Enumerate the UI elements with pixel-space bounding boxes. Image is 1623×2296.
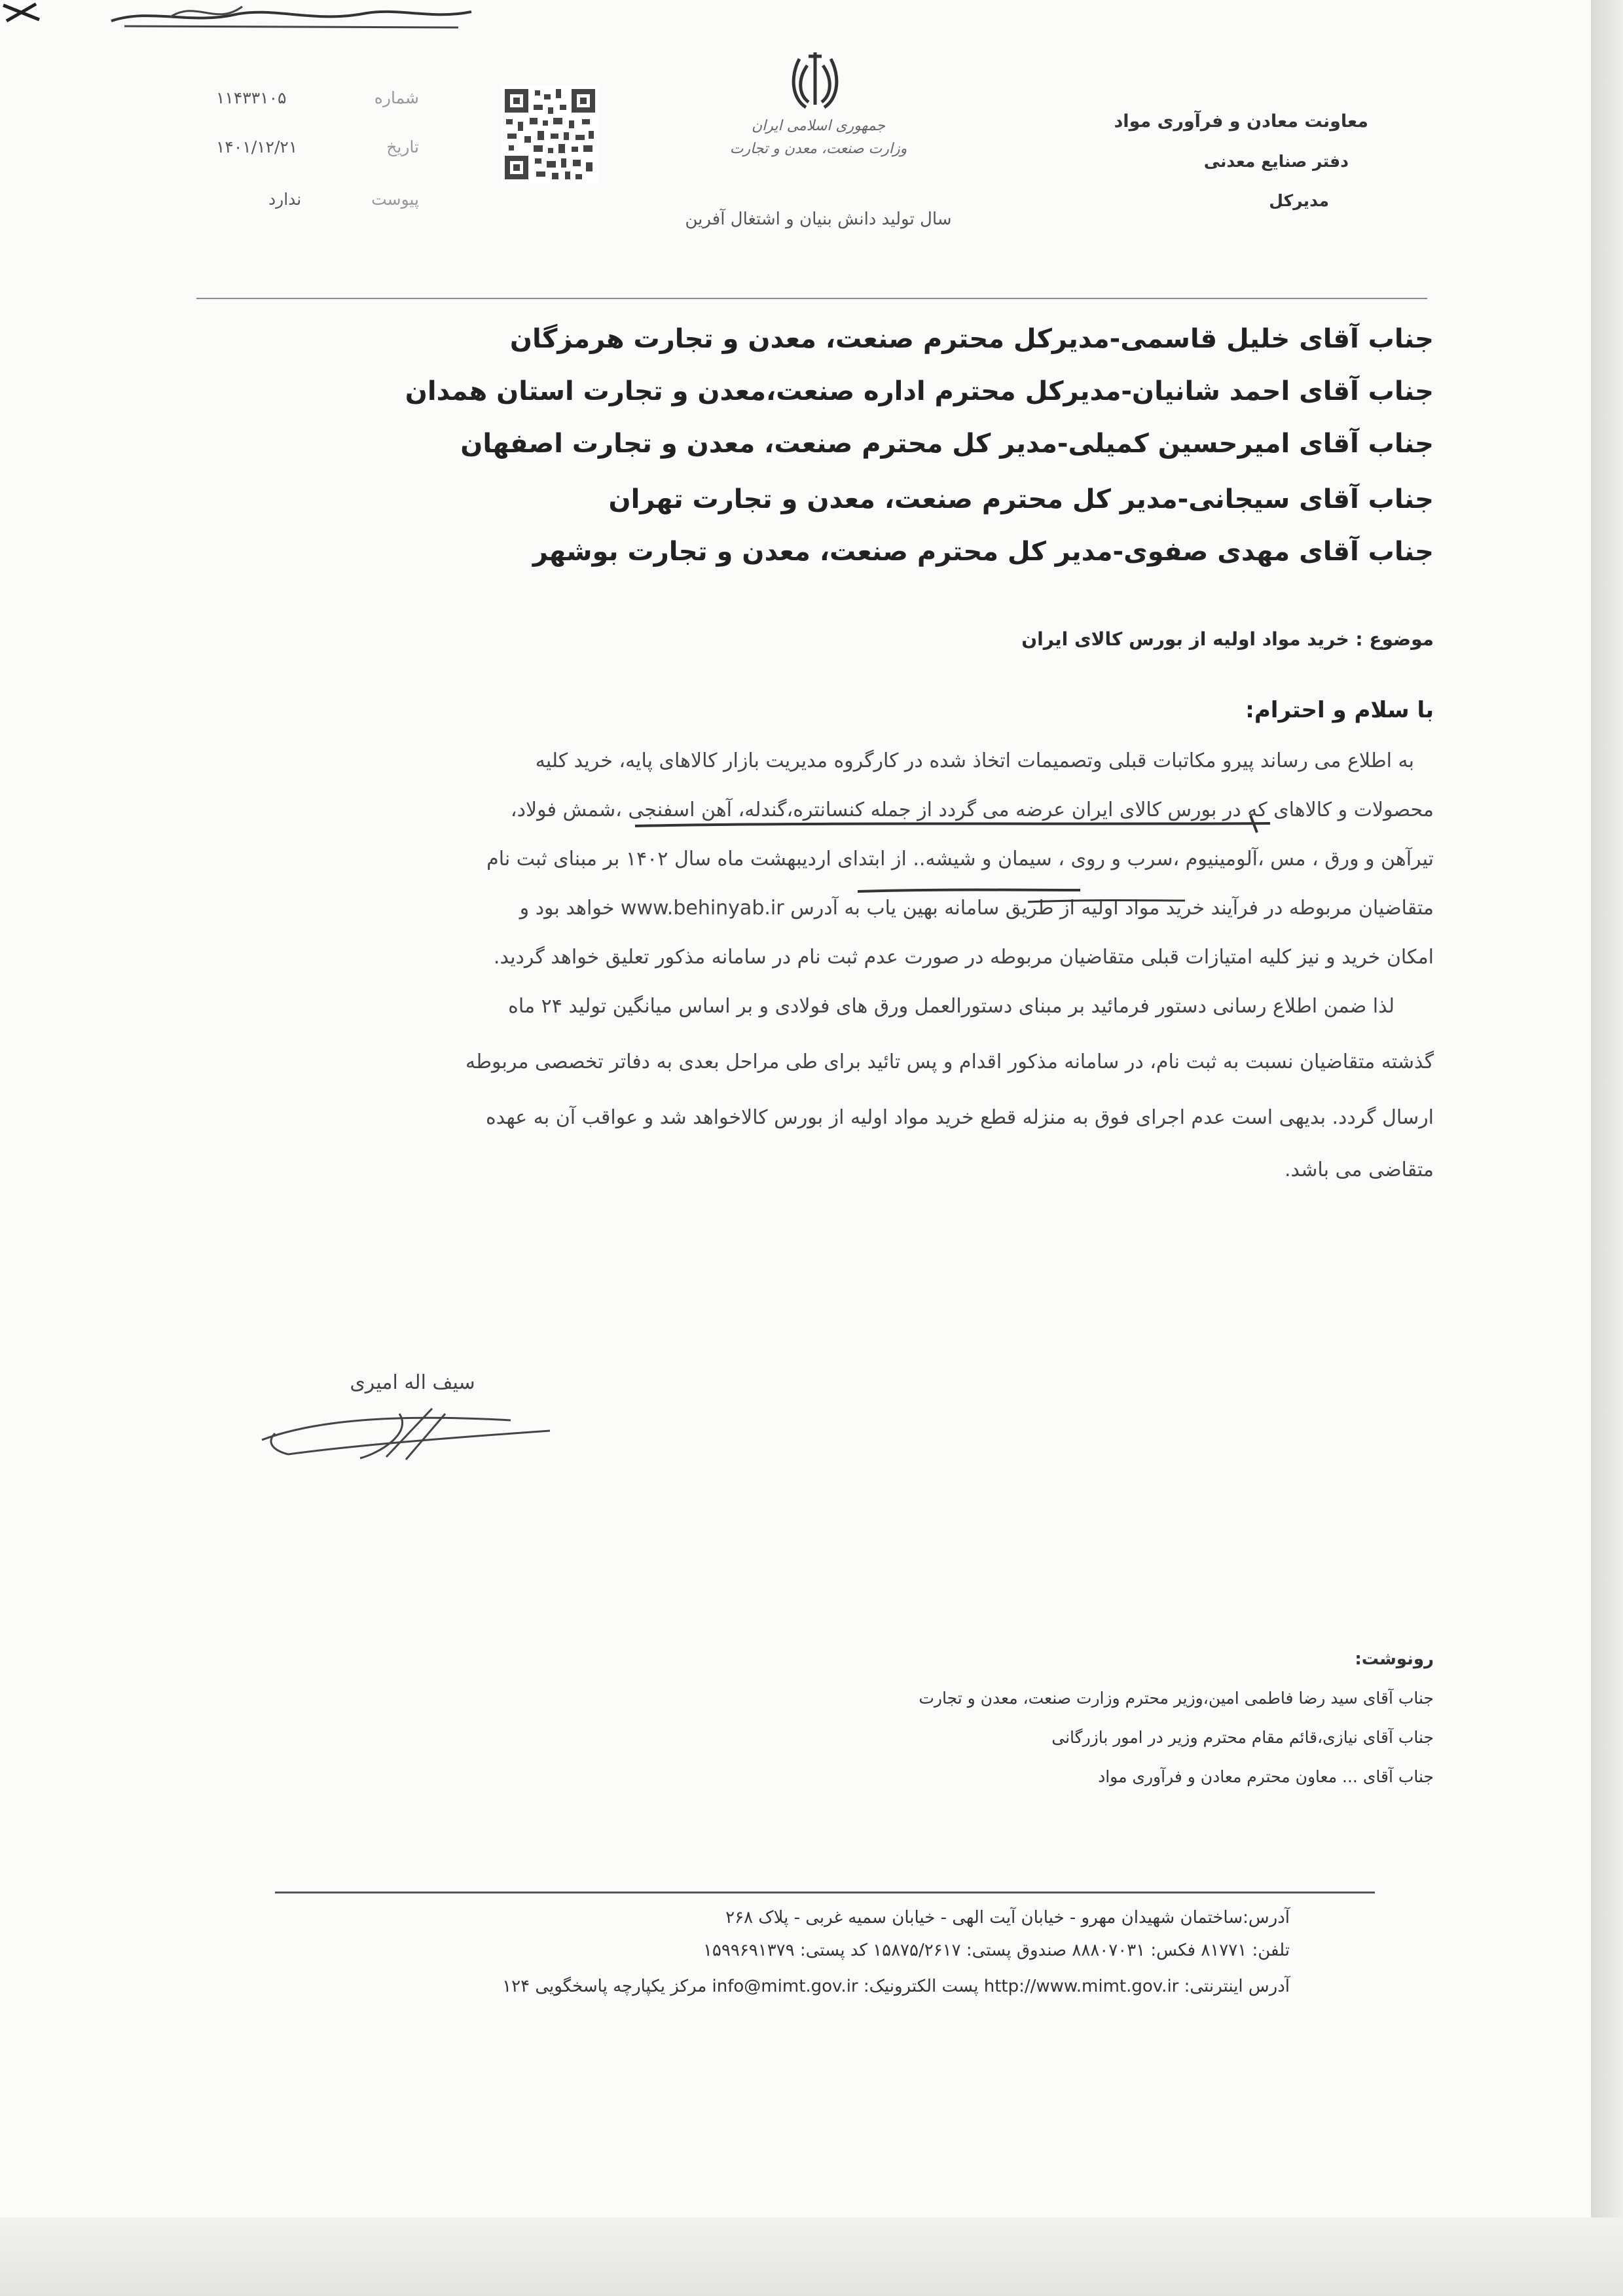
cc-line: جناب آقای نیازی،قائم مقام محترم وزیر در امور بازرگانی <box>1051 1728 1434 1747</box>
letter-number-label: شماره <box>374 88 419 107</box>
body-line: به اطلاع می رساند پیرو مکاتبات قبلی وتصمیمات اتخاذ شده در کارگروه مدیریت بازار کالاهای پایه، خرید کلیه <box>535 749 1414 772</box>
addressee-line: جناب آقای خلیل قاسمی-مدیرکل محترم صنعت، معدن و تجارت هرمزگان <box>509 324 1434 354</box>
attachment-value: ندارد <box>268 190 302 209</box>
office-name: دفتر صنایع معدنی <box>1203 152 1349 171</box>
emblem-ministry-text: وزارت صنعت، معدن و تجارت <box>729 141 907 157</box>
emblem-country-text: جمهوری اسلامی ایران <box>751 118 886 134</box>
signature-icon <box>249 1394 563 1466</box>
footer-phone: تلفن: ۸۱۷۷۱ فکس: ۸۸۸۰۷۰۳۱ صندوق پستی: ۱۵۸۷۵/۲۶۱۷ کد پستی: ۱۵۹۹۶۹۱۳۷۹ <box>702 1941 1290 1960</box>
qr-code-icon <box>501 85 599 183</box>
footer-divider <box>275 1892 1375 1893</box>
cc-line: جناب آقای سید رضا فاطمی امین،وزیر محترم وزارت صنعت، معدن و تجارت <box>919 1689 1434 1708</box>
scan-edge-shadow <box>1591 0 1623 2296</box>
letter-number-row <box>216 88 419 115</box>
letter-date-label: تاریخ <box>386 137 419 156</box>
addressee-line: جناب آقای احمد شانیان-مدیرکل محترم اداره صنعت،معدن و تجارت استان همدان <box>405 376 1434 406</box>
body-line: محصولات و کالاهای که در بورس کالای ایران عرضه می گردد از جمله کنسانتره،گندله، آهن اسفنجی ،شمش فولاد، <box>510 798 1434 821</box>
attachment-label: پیوست <box>371 190 419 209</box>
cc-line: جناب آقای ... معاون محترم معادن و فرآوری مواد <box>1098 1767 1434 1786</box>
letter-attachment-row <box>216 190 419 216</box>
body-line: تیرآهن و ورق ، مس ،آلومینیوم ،سرب و روی ، سیمان و شیشه.. از ابتدای اردیبهشت ماه سال ۱۴۰۲ بر مبنای ثبت نام <box>486 848 1434 870</box>
body-line: ارسال گردد. بدیهی است عدم اجرای فوق به منزله قطع خرید مواد اولیه از بورس کالاخواهد شد و عواقب آن به عهده <box>486 1106 1434 1129</box>
year-slogan: سال تولید دانش بنیان و اشتغال آفرین <box>685 209 952 229</box>
footer-address: آدرس:ساختمان شهیدان مهرو - خیابان آیت الهی - خیابان سمیه غربی - پلاک ۲۶۸ <box>725 1908 1290 1928</box>
scan-bottom-band <box>0 2217 1623 2296</box>
body-line: گذشته متقاضیان نسبت به ثبت نام، در سامانه مذکور اقدام و پس تائید برای طی مراحل بعدی به دفاتر تخصصی مربوطه <box>465 1050 1434 1073</box>
signatory-name: سیف اله امیری <box>350 1371 475 1394</box>
addressee-line: جناب آقای مهدی صفوی-مدیر کل محترم صنعت، معدن و تجارت بوشهر <box>532 537 1434 567</box>
cc-heading: رونوشت: <box>1355 1649 1434 1669</box>
body-line: متقاضی می باشد. <box>1285 1158 1434 1181</box>
letter-subject: موضوع : خرید مواد اولیه از بورس کالای ایران <box>1021 628 1434 650</box>
director-title: مدیرکل <box>1269 191 1329 210</box>
greeting: با سلام و احترام: <box>1245 697 1434 723</box>
iran-emblem-icon <box>789 46 841 111</box>
letter-date: ۱۴۰۱/۱۲/۲۱ <box>216 137 298 156</box>
letter-number: ۱۱۴۳۳۱۰۵ <box>216 88 287 107</box>
body-line: امکان خرید و نیز کلیه امتیازات قبلی متقاضیان مربوطه در صورت عدم ثبت نام در سامانه مذکور تعلیق خواهد گردید. <box>493 946 1434 969</box>
department-name: معاونت معادن و فرآوری مواد <box>1114 111 1368 132</box>
addressee-line: جناب آقای سیجانی-مدیر کل محترم صنعت، معدن و تجارت تهران <box>608 484 1434 514</box>
addressee-line: جناب آقای امیرحسین کمیلی-مدیر کل محترم صنعت، معدن و تجارت اصفهان <box>460 429 1434 459</box>
footer-web: آدرس اینترنتی: http://www.mimt.gov.ir پست الکترونیک: info@mimt.gov.ir مرکز یکپارچه پاسخگویی ۱۲۴ <box>502 1977 1290 1996</box>
body-line: لذا ضمن اطلاع رسانی دستور فرمائید بر مبنای دستورالعمل ورق های فولادی و بر اساس میانگین تولید ۲۴ ماه <box>508 995 1395 1018</box>
body-line: متقاضیان مربوطه در فرآیند خرید مواد اولیه از طریق سامانه بهین یاب به آدرس www.behinyab.ir خواهد بود و <box>519 897 1434 920</box>
handwritten-scribble-icon <box>0 0 498 39</box>
header-divider <box>196 298 1427 299</box>
letter-date-row <box>216 137 419 164</box>
handwritten-underline-icon <box>164 785 1309 916</box>
